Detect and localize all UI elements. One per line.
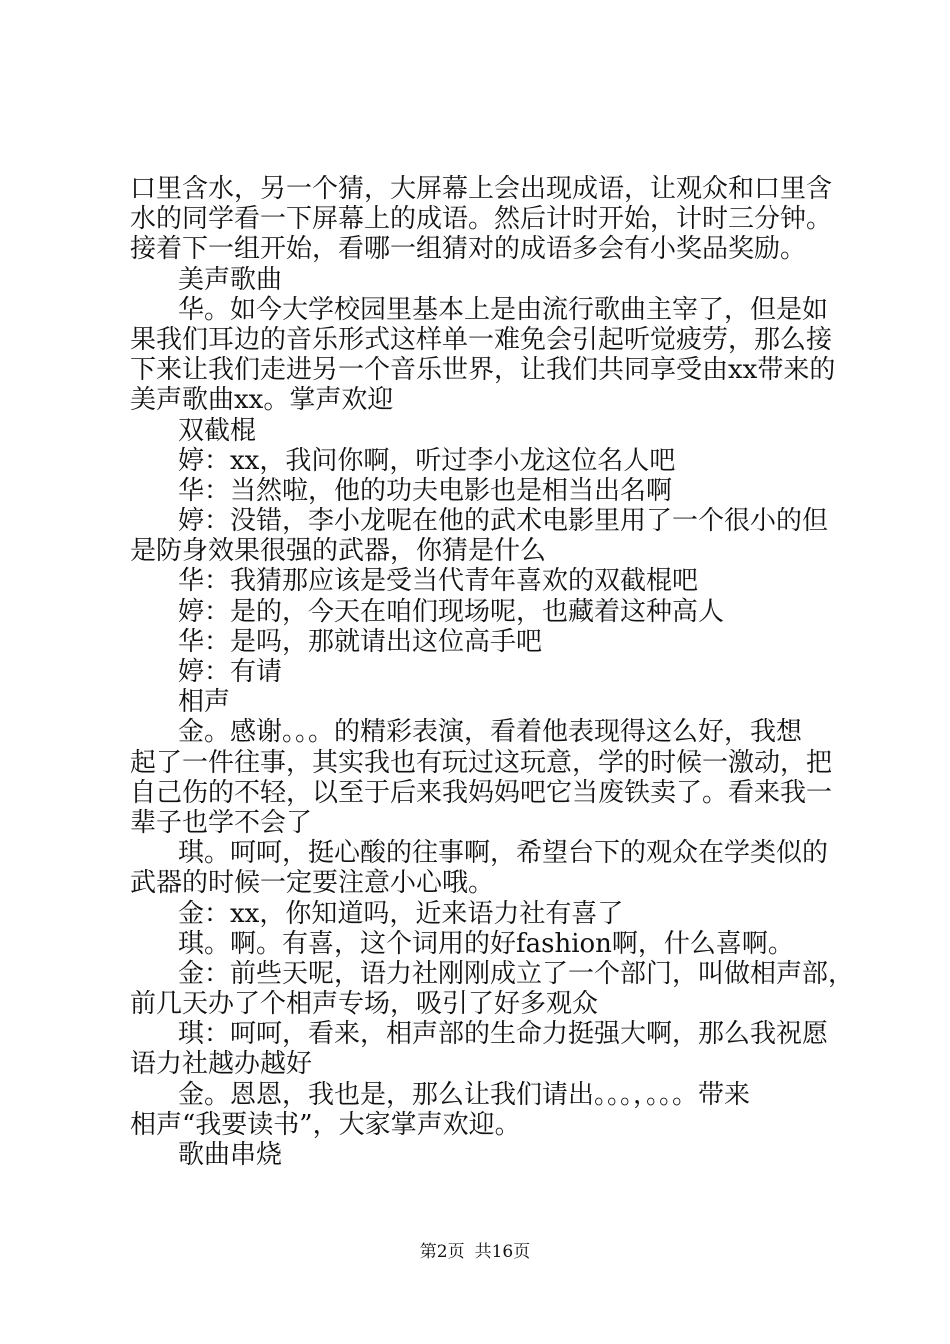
dialogue-line: 金。感谢。。。的精彩表演，看着他表现得这么好，我想 — [178, 717, 803, 748]
dialogue-line: 琪。呵呵，挺心酸的往事啊，希望台下的观众在学类似的 — [178, 838, 829, 869]
dialogue-line: 是防身效果很强的武器，你猜是什么 — [130, 536, 547, 567]
dialogue-line: 琪。啊。有喜，这个词用的好fashion啊，什么喜啊。 — [178, 928, 794, 959]
paragraph-line: 下来让我们走进另一个音乐世界，让我们共同享受由xx带来的 — [130, 355, 836, 386]
dialogue-line: 婷：xx，我问你啊，听过李小龙这位名人吧 — [178, 445, 676, 476]
dialogue-line: 金：xx，你知道吗，近来语力社有喜了 — [178, 898, 624, 929]
dialogue-line: 武器的时候一定要注意小心哦。 — [130, 868, 495, 899]
paragraph-line: 果我们耳边的音乐形式这样单一难免会引起听觉疲劳，那么接 — [130, 324, 833, 355]
section-heading: 相声 — [178, 687, 231, 718]
dialogue-line: 金：前些天呢，语力社刚刚成立了一个部门，叫做相声部， — [178, 958, 855, 989]
page-number: 第2页 — [419, 1242, 465, 1262]
paragraph-line: 水的同学看一下屏幕上的成语。然后计时开始，计时三分钟。 — [130, 204, 833, 235]
paragraph-line: 接着下一组开始，看哪一组猜对的成语多会有小奖品奖励。 — [130, 234, 807, 265]
page-total: 共16页 — [474, 1242, 531, 1262]
dialogue-line: 琪：呵呵，看来，相声部的生命力挺强大啊，那么我祝愿 — [178, 1019, 829, 1050]
dialogue-line: 自己伤的不轻，以至于后来我妈妈吧它当废铁卖了。看来我一 — [130, 777, 833, 808]
dialogue-line: 婷：没错，李小龙呢在他的武术电影里用了一个很小的但 — [178, 506, 829, 537]
dialogue-line: 前几天办了个相声专场，吸引了好多观众 — [130, 989, 599, 1020]
dialogue-line: 华：我猜那应该是受当代青年喜欢的双截棍吧 — [178, 566, 699, 597]
dialogue-line: 婷：有请 — [178, 657, 283, 687]
document-body — [130, 174, 855, 1170]
dialogue-line: 语力社越办越好 — [130, 1049, 313, 1080]
dialogue-line: 起了一件往事，其实我也有玩过这玩意，学的时候一激动，把 — [130, 747, 833, 778]
dialogue-line: 辈子也学不会了 — [130, 807, 313, 838]
dialogue-line: 婷：是的，今天在咱们现场呢，也藏着这种高人 — [178, 596, 725, 627]
dialogue-line: 华：当然啦，他的功夫电影也是相当出名啊 — [178, 475, 673, 506]
section-heading: 双截棍 — [178, 415, 257, 446]
dialogue-line: 相声“我要读书”，大家掌声欢迎。 — [130, 1109, 521, 1140]
dialogue-line: 金。恩恩，我也是，那么让我们请出。。。，。。。带来 — [178, 1079, 751, 1110]
paragraph-line: 美声歌曲xx。掌声欢迎 — [130, 385, 394, 416]
dialogue-line: 华：是吗，那就请出这位高手吧 — [178, 626, 543, 657]
paragraph-line: 口里含水，另一个猜，大屏幕上会出现成语，让观众和口里含 — [130, 174, 833, 204]
paragraph-line: 华。如今大学校园里基本上是由流行歌曲主宰了，但是如 — [178, 294, 829, 325]
section-heading: 歌曲串烧 — [178, 1140, 283, 1170]
section-heading: 美声歌曲 — [178, 264, 283, 295]
page-footer — [0, 1242, 950, 1262]
